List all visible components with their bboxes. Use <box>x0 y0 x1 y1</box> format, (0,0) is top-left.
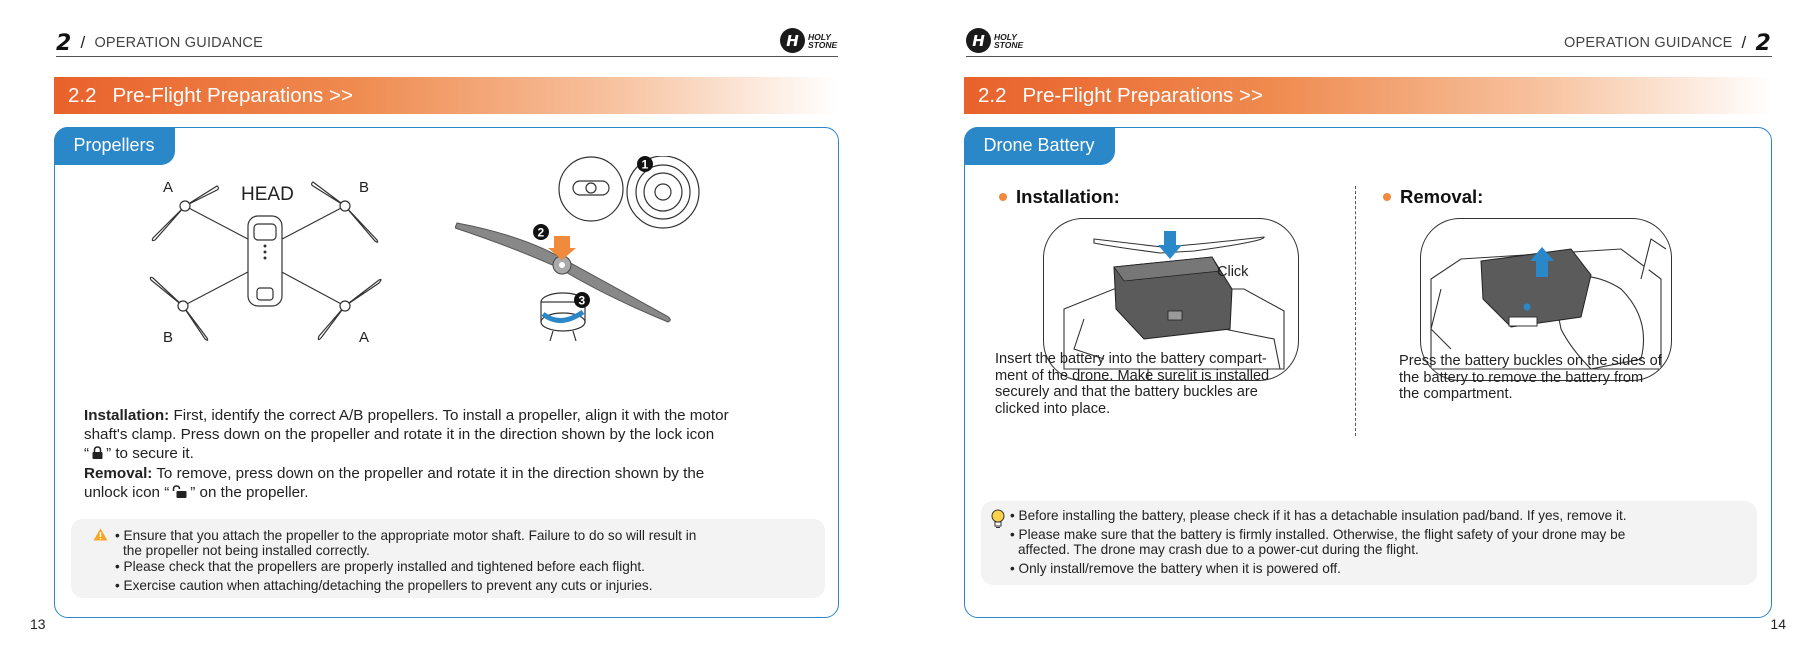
label-head: HEAD <box>241 184 294 205</box>
section-number: 2.2 <box>978 83 1007 107</box>
removal-text-3: the compartment. <box>1399 386 1513 402</box>
logo-line1: HOLY <box>994 31 1017 42</box>
installation-text-2: ment of the drone. Make sure it is installed <box>995 367 1270 384</box>
label-b-bottom: B <box>163 329 174 343</box>
removal-heading <box>1383 186 1483 208</box>
panel-tab: Drone Battery <box>964 127 1115 165</box>
lightbulb-icon <box>990 509 1006 534</box>
panel-tab: Propellers <box>54 127 175 165</box>
header-title: OPERATION GUIDANCE <box>94 35 263 51</box>
removal-text-2: the battery to remove the battery from <box>1399 369 1644 386</box>
page-number: 14 <box>1770 616 1786 632</box>
page-header <box>56 28 263 58</box>
removal-text-2a: unlock icon “ <box>84 484 170 501</box>
installation-heading <box>999 186 1120 208</box>
logo-line2: STONE <box>994 39 1024 50</box>
label-b-top: B <box>359 179 370 196</box>
drone-top-view-diagram <box>145 168 385 343</box>
note-2: • Please make sure that the battery is firmly installed. Otherwise, the flight safety of your drone may be <box>1010 527 1626 542</box>
removal-line-1 <box>84 464 814 483</box>
step-1-badge: 1 <box>641 157 649 172</box>
propeller-install-diagram <box>455 156 725 341</box>
propeller-notes <box>71 519 825 598</box>
installation-text-1: Insert the battery into the battery compart- <box>995 351 1267 367</box>
note-2-cont: affected. The drone may crash due to a power-cut during the flight. <box>1018 542 1419 557</box>
chapter-number: 2 <box>56 30 72 56</box>
section-title: Pre-Flight Preparations >> <box>112 83 353 107</box>
label-a-bottom: A <box>359 329 370 343</box>
step-2-badge: 2 <box>537 225 545 240</box>
holy-stone-logo <box>966 28 1023 53</box>
logo-text <box>808 33 837 49</box>
installation-text-4: clicked into place. <box>995 400 1111 417</box>
click-label: Click <box>1217 264 1249 280</box>
bullet-dot <box>999 193 1007 201</box>
removal-line-2 <box>84 483 814 503</box>
removal-text-1: Press the battery buckles on the sides of <box>1399 353 1662 369</box>
logo-text <box>994 33 1023 49</box>
note-1: • Ensure that you attach the propeller to the appropriate motor shaft. Failure to do so will result in <box>115 528 697 543</box>
logo-mark: H <box>966 28 991 53</box>
header-rule <box>966 56 1772 57</box>
quote-open: “ <box>84 445 90 462</box>
installation-text-3: ” to secure it. <box>106 445 194 462</box>
propeller-instructions <box>84 406 814 503</box>
installation-text-2: shaft's clamp. Press down on the propeller and rotate it in the direction shown by the lock icon <box>84 426 715 443</box>
note-2: • Please check that the propellers are properly installed and tightened before each flight. <box>115 559 645 574</box>
logo-line1: HOLY <box>808 31 831 42</box>
installation-line-1 <box>84 406 814 425</box>
installation-text-3: securely and that the battery buckles are <box>995 384 1258 400</box>
chapter-number: 2 <box>1755 30 1771 56</box>
removal-text <box>1399 353 1689 403</box>
removal-text-1: To remove, press down on the propeller and rotate it in the direction shown by the <box>156 465 705 482</box>
logo-mark: H <box>780 28 805 53</box>
section-title-bar <box>54 77 838 114</box>
page-14 <box>910 0 1803 662</box>
lock-icon <box>92 445 103 464</box>
bullet-dot <box>1383 193 1391 201</box>
step-3-badge: 3 <box>578 293 586 308</box>
note-3: • Exercise caution when attaching/detaching the propellers to prevent any cuts or injuries. <box>115 578 653 593</box>
note-1-cont: the propeller not being installed correctly. <box>123 543 370 558</box>
section-number: 2.2 <box>68 83 97 107</box>
installation-heading-text: Installation: <box>1016 186 1120 207</box>
page-header <box>1564 28 1771 58</box>
header-rule <box>56 56 838 57</box>
installation-text-1: First, identify the correct A/B propellers. To install a propeller, align it with the motor <box>173 407 729 424</box>
note-3: • Only install/remove the battery when it is powered off. <box>1010 561 1341 576</box>
header-title: OPERATION GUIDANCE <box>1564 35 1733 51</box>
propellers-panel <box>54 127 839 618</box>
logo-line2: STONE <box>808 39 838 50</box>
battery-notes <box>981 501 1757 585</box>
removal-text-2b: ” on the propeller. <box>190 484 309 501</box>
unlock-icon <box>172 484 187 503</box>
label-a-top: A <box>163 179 174 196</box>
page-number: 13 <box>30 616 46 632</box>
installation-text <box>995 351 1295 417</box>
column-divider <box>1355 186 1356 436</box>
installation-label: Installation: <box>84 407 170 424</box>
holy-stone-logo <box>780 28 837 53</box>
removal-heading-text: Removal: <box>1400 186 1484 207</box>
installation-line-3 <box>84 444 814 464</box>
header-separator: / <box>1741 33 1747 52</box>
header-separator: / <box>80 33 86 52</box>
page-13 <box>0 0 880 662</box>
warning-icon <box>93 528 108 546</box>
section-title-bar <box>964 77 1772 114</box>
removal-label: Removal: <box>84 465 153 482</box>
drone-battery-panel <box>964 127 1772 618</box>
section-title: Pre-Flight Preparations >> <box>1022 83 1263 107</box>
note-1: • Before installing the battery, please check if it has a detachable insulation pad/band. If yes, remove it. <box>1010 508 1627 523</box>
